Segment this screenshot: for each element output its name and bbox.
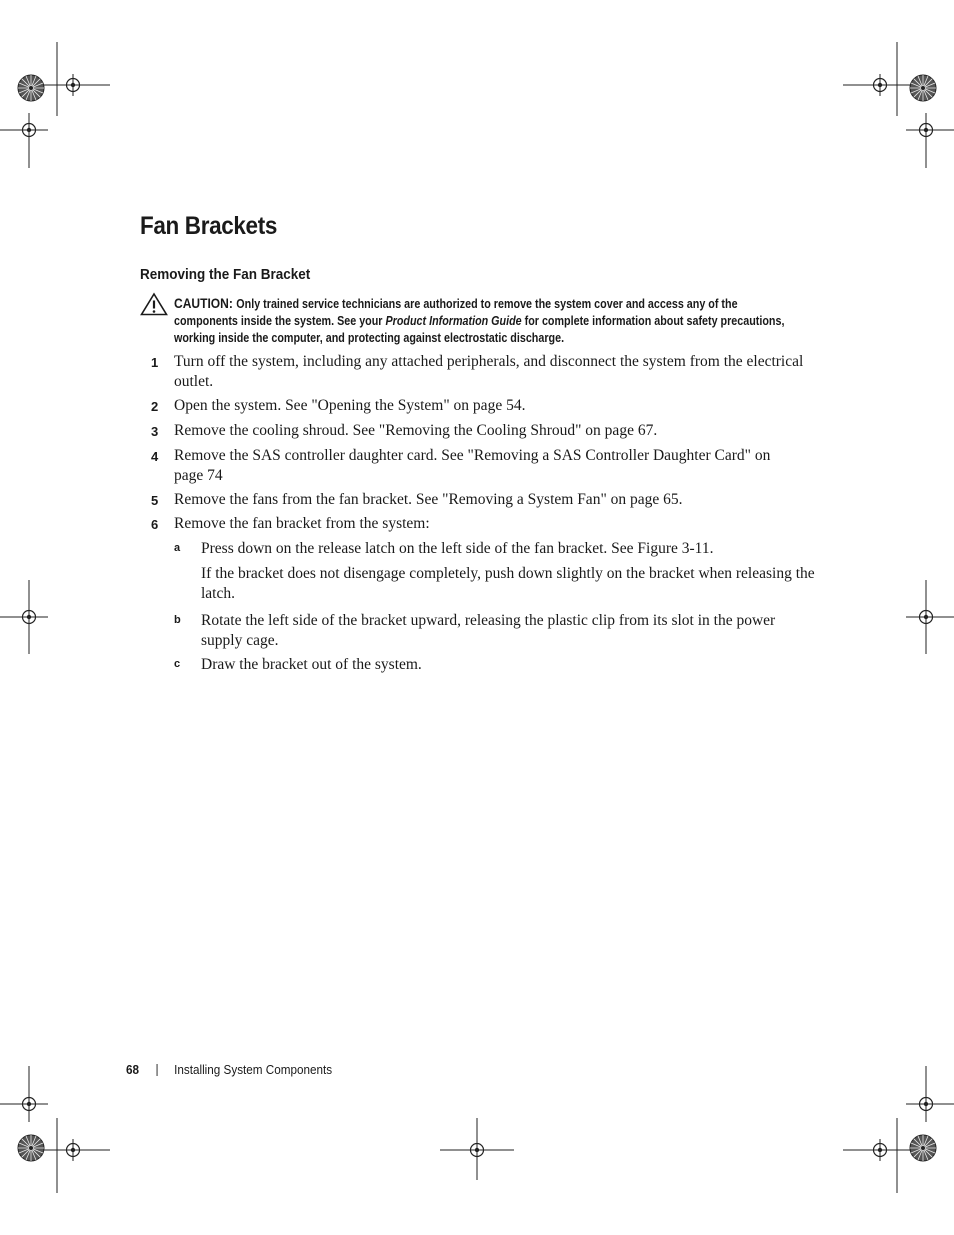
registration-mark-icon <box>18 119 40 141</box>
registration-mark-icon <box>915 1093 937 1115</box>
page-title: Fan Brackets <box>140 212 278 240</box>
substep-note: If the bracket does not disengage completely, push down slightly on the bracket when releasing the latch. <box>201 565 815 602</box>
step-number: 3 <box>151 424 159 439</box>
step-number: 6 <box>151 517 159 532</box>
substep-text: Draw the bracket out of the system. <box>201 656 422 673</box>
footer-section-title: Installing System Components <box>174 1062 333 1077</box>
warning-triangle-icon <box>140 292 168 316</box>
caution-label: CAUTION: <box>174 295 233 311</box>
registration-mark-icon <box>915 606 937 628</box>
registration-mark-icon <box>869 1139 891 1161</box>
registration-mark-icon <box>62 74 84 96</box>
registration-mark-icon <box>466 1139 488 1161</box>
step-text: Open the system. See "Opening the System" on page 54. <box>174 397 526 414</box>
step-text: Turn off the system, including any attached peripherals, and disconnect the system from the electrical outlet. <box>174 353 804 390</box>
substep-text: Rotate the left side of the bracket upward, releasing the plastic clip from its slot in the power supply cage. <box>201 612 776 649</box>
caution-body-start: Only trained service technicians are authorized to remove the system cover and access any of the components inside the system. See your <box>174 297 738 328</box>
substep-letter: a <box>174 542 181 554</box>
page-number: 68 <box>126 1062 140 1077</box>
registration-mark-icon <box>910 1135 936 1161</box>
registration-mark-icon <box>18 606 40 628</box>
registration-mark-icon <box>18 1135 44 1161</box>
step-number: 4 <box>151 449 159 464</box>
registration-mark-icon <box>915 119 937 141</box>
step-number: 1 <box>151 355 159 370</box>
registration-mark-icon <box>910 75 936 101</box>
step-number: 2 <box>151 399 159 414</box>
section-subheading: Removing the Fan Bracket <box>140 266 311 283</box>
registration-mark-icon <box>869 74 891 96</box>
step-number: 5 <box>151 493 159 508</box>
step-text: Remove the fans from the fan bracket. See "Removing a System Fan" on page 65. <box>174 491 683 508</box>
substep-letter: b <box>174 614 181 626</box>
caution-body-end: for complete information about safety precautions, working inside the computer, and protecting against electrostatic discharge. <box>174 314 785 345</box>
substep-text: Press down on the release latch on the left side of the fan bracket. See Figure 3-11. <box>201 540 714 557</box>
step-text: Remove the SAS controller daughter card. See "Removing a SAS Controller Daughter Card" on page 74 <box>174 447 771 484</box>
step-text: Remove the fan bracket from the system: <box>174 515 430 532</box>
footer-divider <box>157 1064 158 1076</box>
step-text: Remove the cooling shroud. See "Removing the Cooling Shroud" on page 67. <box>174 422 658 439</box>
registration-mark-icon <box>18 1093 40 1115</box>
substep-letter: c <box>174 658 181 670</box>
caution-doc-title: Product Information Guide <box>385 314 522 328</box>
caution-text <box>174 295 793 347</box>
registration-mark-icon <box>18 75 44 101</box>
registration-mark-icon <box>62 1139 84 1161</box>
page-footer <box>126 1062 332 1077</box>
